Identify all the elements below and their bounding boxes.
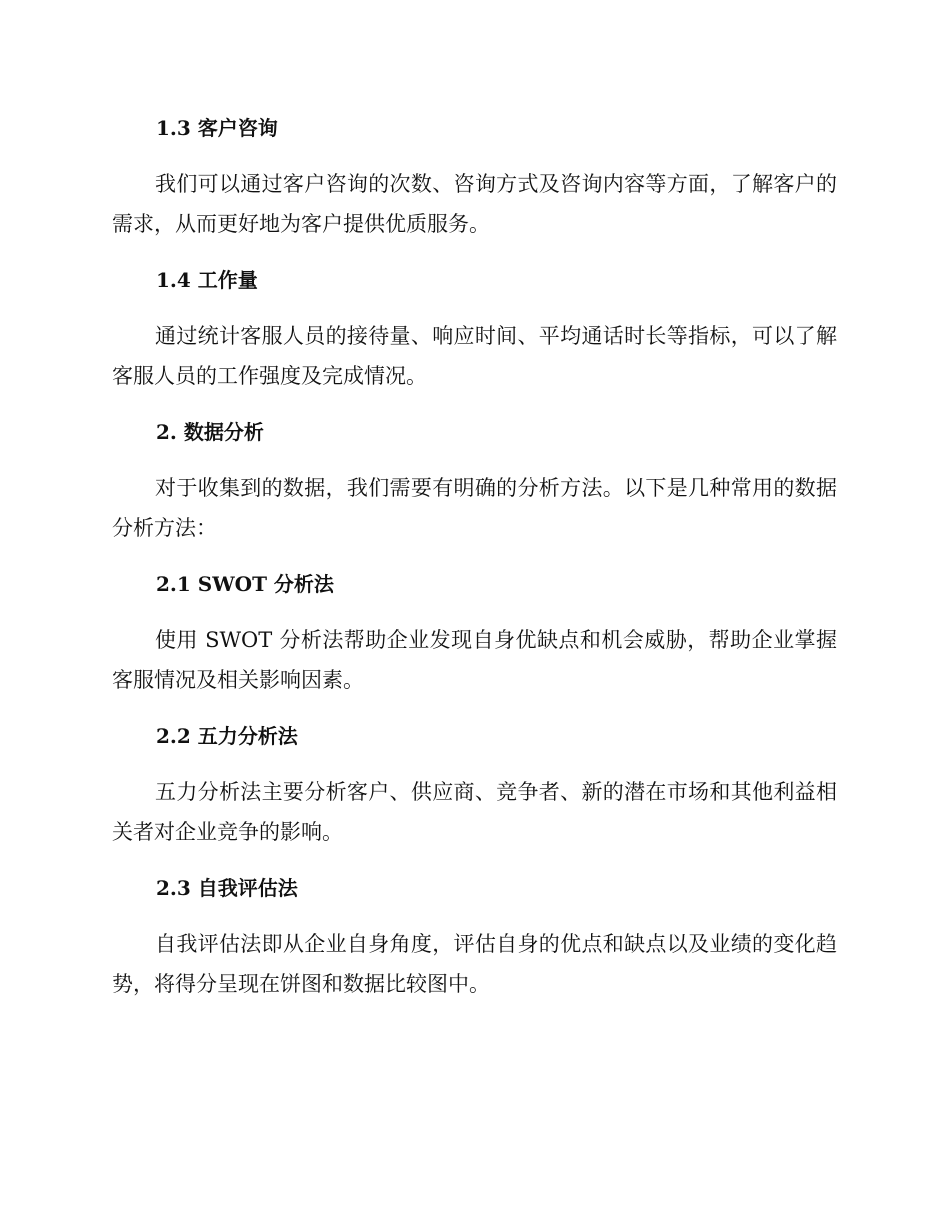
section-paragraph-2: 对于收集到的数据，我们需要有明确的分析方法。以下是几种常用的数据分析方法： (112, 476, 837, 540)
section-heading-1-3: 1.3 客户咨询 (156, 116, 278, 140)
section-paragraph-2-3: 自我评估法即从企业自身角度，评估自身的优点和缺点以及业绩的变化趋势，将得分呈现在饼图和数据比较图中。 (112, 932, 837, 996)
section-paragraph-2-2: 五力分析法主要分析客户、供应商、竞争者、新的潜在市场和其他利益相关者对企业竞争的影响。 (112, 780, 837, 844)
section-heading-2-2: 2.2 五力分析法 (156, 724, 298, 748)
section-heading-1-4: 1.4 工作量 (156, 268, 258, 292)
section-paragraph-1-4: 通过统计客服人员的接待量、响应时间、平均通话时长等指标，可以了解客服人员的工作强度及完成情况。 (112, 324, 837, 388)
section-heading-2-3: 2.3 自我评估法 (156, 876, 298, 900)
section-heading-2: 2. 数据分析 (156, 420, 264, 444)
section-paragraph-2-1: 使用 SWOT 分析法帮助企业发现自身优缺点和机会威胁，帮助企业掌握客服情况及相关影响因素。 (112, 628, 837, 692)
section-paragraph-1-3: 我们可以通过客户咨询的次数、咨询方式及咨询内容等方面，了解客户的需求，从而更好地为客户提供优质服务。 (112, 172, 837, 236)
section-heading-2-1: 2.1 SWOT 分析法 (156, 572, 334, 596)
